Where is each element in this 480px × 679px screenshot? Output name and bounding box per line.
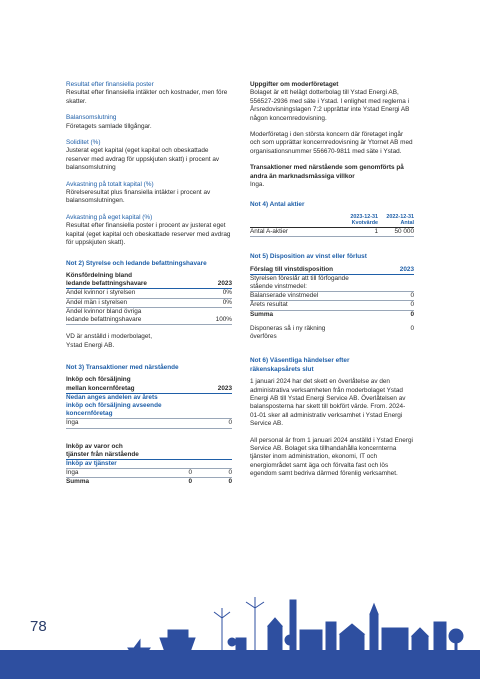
building-icon [434, 622, 446, 650]
building-icon [382, 628, 408, 650]
sum-value: 0 [152, 478, 192, 487]
transactions-heading: Transaktioner med närstående som genomförts på andra än marknadsmässiga villkor [250, 164, 404, 180]
building-icon [300, 630, 322, 650]
building-icon [268, 626, 282, 650]
note-6-heading: Not 6) Väsentliga händelser efter räkenskapsårets slut [250, 357, 350, 373]
definition-term: Soliditet (%) [66, 139, 101, 147]
definition-3 [66, 139, 232, 173]
column-date: 2023-12-31 [350, 213, 378, 220]
table-row-value: 100% [204, 316, 232, 325]
sum-value: 0 [192, 478, 232, 487]
table-head: Inköp av varor och [66, 442, 123, 450]
sum-label: Summa [250, 310, 274, 318]
year-header: 2023 [204, 280, 232, 289]
boat-icon [128, 648, 150, 654]
tree-icon [228, 638, 236, 646]
definition-term: Resultat efter finansiella poster [66, 81, 154, 88]
left-column [66, 81, 232, 487]
table-row-value: 0 [152, 469, 192, 478]
note-6-text: 1 januari 2024 har det skett en överlåtelse av den administrativa verksamheten från moderbolaget Ystad Energi AB till Ystad Energi Service AB. Överlåtelsen av balansposterna har skett till bokfört värde. From. 2024-01-01 sker all administrativ verksamhet i Ystad Energi Service AB. [250, 378, 406, 428]
house-icon [412, 636, 428, 650]
church-tower-icon [370, 614, 378, 650]
ground-band [0, 650, 480, 679]
table-head: Könsfördelning bland [66, 271, 133, 279]
table-row-label: ledande befattningshavare [66, 316, 204, 325]
table-head: Förslag till vinstdisposition [250, 266, 350, 275]
definition-2 [66, 114, 232, 131]
page-number: 78 [30, 618, 47, 635]
column-date: 2022-12-31 [386, 213, 414, 220]
chimney-icon [326, 622, 336, 650]
definition-term: Avkastning på totalt kapital (%) [66, 180, 154, 188]
year-header: 2023 [350, 266, 414, 275]
table-row-value: 0% [204, 289, 232, 298]
table-head: ledande befattningshavare [66, 280, 204, 289]
parent-company-text-2: Moderföretag i den största koncern där företaget ingår och som upprättar koncernredovisning är Ytornet AB med organisationsnummer 556670-9811 med säte i Ystad. [250, 131, 413, 155]
note-4-heading: Not 4) Antal aktier [250, 201, 305, 209]
transactions-text: Inga. [250, 181, 265, 189]
note-5-heading: Not 5) Disposition av vinst eller förlust [250, 253, 367, 261]
definition-desc: Resultat efter finansiella poster i procent av justerat eget kapital (eget kapital och obeskattade reserver med avdrag för uppskjuten skatt). [66, 222, 231, 247]
building-icon [340, 634, 364, 650]
column-sub: Kvotvärde [351, 220, 378, 227]
table-subhead: Nedan anges andelen av årets inköp och försäljning avseende koncernföretag [66, 393, 166, 419]
note-6-text-2: All personal är from 1 januari 2024 anställd i Ystad Energi Service AB. Bolaget ska tillhandahålla koncernterna tjänster inom administration, ekonomi, IT och energiområdet samt äga och förvalta fast och lös egendom samt bedriva därmed förenlig verksamhet. [250, 436, 413, 478]
note-3-table-1 [66, 376, 232, 428]
table-row-label: Andel kvinnor i styrelsen [66, 289, 204, 298]
table-row-label: Balanserade vinstmedel [250, 292, 350, 301]
definition-4 [66, 181, 232, 206]
sail-icon [134, 640, 140, 648]
definition-desc: Justerat eget kapital (eget kapital och obeskattade reserver med avdrag för uppskjuten skatt) i procent av balansomslutning [66, 147, 220, 172]
table-row-label: Inga [66, 419, 166, 428]
dispose-value: 0 [410, 324, 414, 332]
note-3-heading: Not 3) Transaktioner med närstående [66, 363, 179, 371]
ferry-deck [168, 630, 188, 638]
definition-desc: Resultat efter finansiella intäkter och kostnader, men före skatter. [66, 89, 228, 105]
table-row-value: 0% [204, 298, 232, 307]
sum-label: Summa [66, 478, 152, 487]
parent-company-heading: Uppgifter om moderföretaget [250, 81, 339, 88]
table-row-label: Antal A-aktier [250, 228, 342, 237]
definition-desc: Rörelseresultat plus finansiella intäkter i procent av balansomslutningen. [66, 189, 211, 205]
parent-company-text: Bolaget är ett helägt dotterbolag till Ystad Energi AB, 556527-2936 med säte i Ystad. I enlighet med reglerna i Årsredovisningslagen 7:2 upprättar inte Ystad Energi AB någon koncernredovisning. [250, 89, 410, 122]
table-row-value: 0 [166, 419, 232, 428]
skyline-shapes [128, 597, 463, 654]
note-4-table [250, 214, 414, 227]
definition-term: Avkastning på eget kapital (%) [66, 213, 153, 221]
table-head: tjänster från närstående [66, 451, 152, 460]
table-row-label: Inga [66, 469, 152, 478]
note-5-table [250, 266, 414, 342]
table-subhead: Inköp av tjänster [66, 459, 152, 468]
definition-term: Balansomslutning [66, 114, 117, 122]
right-column [250, 81, 414, 479]
table-intro: Styrelsen föreslår att till förfogande stående vinstmedel: [250, 274, 349, 291]
column-sub: Antal [400, 220, 414, 227]
table-row-value: 0 [350, 301, 414, 310]
table-row-label: Andel män i styrelsen [66, 298, 204, 307]
table-head: mellan koncernföretag [66, 385, 166, 394]
table-head: Inköp och försäljning [66, 376, 131, 384]
ferry-icon [160, 638, 195, 652]
table-row-value: 1 [342, 228, 378, 237]
table-row-value: 0 [192, 469, 232, 478]
sum-value: 0 [410, 310, 414, 318]
tree-icon [285, 635, 295, 645]
definition-desc: Företagets samlade tillgångar. [66, 122, 152, 130]
note-2-heading: Not 2) Styrelse och ledande befattningshavare [66, 259, 207, 267]
year-header: 2023 [166, 385, 232, 394]
city-skyline-illustration [0, 578, 480, 679]
table-row-label: Andel kvinnor bland övriga [66, 307, 142, 315]
table-row-value: 50 000 [378, 228, 414, 237]
note-4-row [250, 227, 414, 237]
note-2-table [66, 272, 232, 325]
table-row-value: 0 [350, 292, 414, 301]
table-row-value [204, 307, 232, 316]
definition-5 [66, 214, 232, 248]
house-icon [236, 638, 246, 650]
definition-1 [66, 81, 232, 106]
note-3-table-2 [66, 443, 232, 487]
table-row-label: Årets resultat [250, 301, 350, 310]
note-2-footer: VD är anställd i moderbolaget, Ystad Energi AB. [66, 333, 152, 349]
dispose-label: Disponeras så i ny räkning överföres [250, 324, 326, 341]
